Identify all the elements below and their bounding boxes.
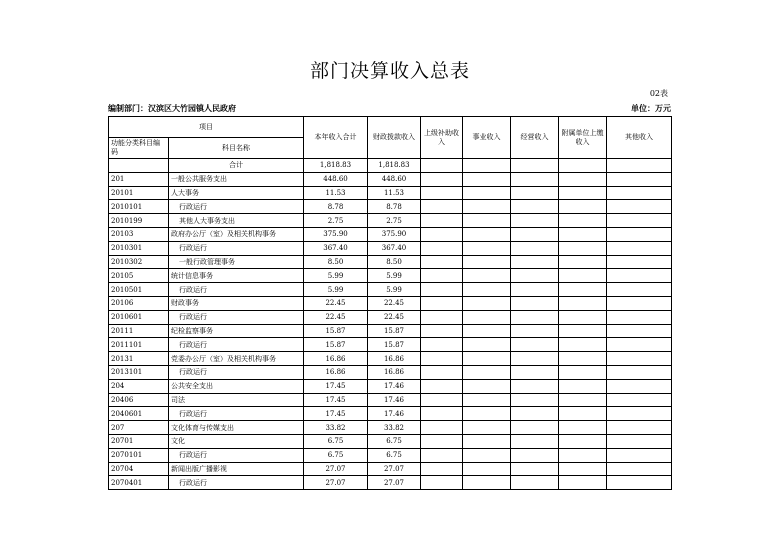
row-name: 纪检监察事务 [169, 324, 304, 338]
row-operating [511, 310, 559, 324]
row-code: 2040601 [109, 407, 169, 421]
row-name: 人大事务 [169, 186, 304, 200]
row-name: 党委办公厅（室）及相关机构事务 [169, 352, 304, 366]
row-total-income: 2.75 [304, 214, 368, 228]
table-row [109, 172, 672, 186]
row-code: 204 [109, 379, 169, 393]
row-upper-subsidy [421, 352, 463, 366]
row-affiliated [559, 365, 607, 379]
row-name: 政府办公厅（室）及相关机构事务 [169, 227, 304, 241]
row-total-income: 375.90 [304, 227, 368, 241]
row-affiliated [559, 462, 607, 476]
page-title: 部门决算收入总表 [309, 60, 470, 82]
row-affiliated [559, 434, 607, 448]
row-business [463, 255, 511, 269]
row-fiscal: 8.50 [368, 255, 421, 269]
row-name: 司法 [169, 393, 304, 407]
row-affiliated [559, 172, 607, 186]
header-total-income: 本年收入合计 [304, 117, 368, 159]
row-name: 统计信息事务 [169, 269, 304, 283]
row-name: 公共安全支出 [169, 379, 304, 393]
row-other [607, 421, 672, 435]
row-name: 行政运行 [169, 476, 304, 490]
row-total-income: 8.50 [304, 255, 368, 269]
income-table [108, 116, 672, 490]
row-code: 2010601 [109, 310, 169, 324]
row-fiscal: 16.86 [368, 365, 421, 379]
row-code: 2070101 [109, 448, 169, 462]
row-affiliated [559, 310, 607, 324]
row-code: 2010301 [109, 241, 169, 255]
row-business [463, 200, 511, 214]
row-operating [511, 462, 559, 476]
row-business [463, 352, 511, 366]
row-name: 行政运行 [169, 283, 304, 297]
row-upper-subsidy [421, 434, 463, 448]
row-upper-subsidy [421, 338, 463, 352]
row-code: 2010302 [109, 255, 169, 269]
row-operating [511, 421, 559, 435]
row-upper-subsidy [421, 172, 463, 186]
row-total-income: 367.40 [304, 241, 368, 255]
row-affiliated [559, 407, 607, 421]
row-code: 20704 [109, 462, 169, 476]
unit-label: 单位：万元 [631, 103, 671, 113]
row-fiscal: 1,818.83 [368, 159, 421, 173]
row-name: 行政运行 [169, 365, 304, 379]
row-operating [511, 338, 559, 352]
row-name: 行政运行 [169, 407, 304, 421]
row-affiliated [559, 476, 607, 490]
header-affiliated: 附属单位上缴收入 [559, 117, 607, 159]
row-name: 文化 [169, 434, 304, 448]
row-total-income: 15.87 [304, 338, 368, 352]
row-name: 一般公共服务支出 [169, 172, 304, 186]
row-name: 新闻出版广播影视 [169, 462, 304, 476]
row-name: 行政运行 [169, 338, 304, 352]
row-operating [511, 379, 559, 393]
row-total-income: 17.45 [304, 393, 368, 407]
row-fiscal: 11.53 [368, 186, 421, 200]
row-affiliated [559, 421, 607, 435]
row-business [463, 434, 511, 448]
row-operating [511, 393, 559, 407]
row-total-income: 17.45 [304, 379, 368, 393]
header-business: 事业收入 [463, 117, 511, 159]
row-fiscal: 8.78 [368, 200, 421, 214]
table-row [109, 365, 672, 379]
row-upper-subsidy [421, 310, 463, 324]
row-code: 2013101 [109, 365, 169, 379]
row-business [463, 172, 511, 186]
row-total-income: 16.86 [304, 365, 368, 379]
row-other [607, 214, 672, 228]
row-operating [511, 283, 559, 297]
row-business [463, 214, 511, 228]
row-other [607, 365, 672, 379]
row-code: 2011101 [109, 338, 169, 352]
row-name: 行政运行 [169, 200, 304, 214]
row-other [607, 338, 672, 352]
row-code [109, 159, 169, 173]
row-other [607, 255, 672, 269]
header-fiscal: 财政拨款收入 [368, 117, 421, 159]
table-row [109, 159, 672, 173]
row-code: 20701 [109, 434, 169, 448]
row-total-income: 5.99 [304, 283, 368, 297]
table-row [109, 269, 672, 283]
row-code: 207 [109, 421, 169, 435]
table-row [109, 296, 672, 310]
row-upper-subsidy [421, 186, 463, 200]
row-name: 行政运行 [169, 310, 304, 324]
row-fiscal: 15.87 [368, 324, 421, 338]
row-business [463, 407, 511, 421]
row-affiliated [559, 296, 607, 310]
row-total-income: 8.78 [304, 200, 368, 214]
row-code: 20111 [109, 324, 169, 338]
row-fiscal: 375.90 [368, 227, 421, 241]
row-affiliated [559, 352, 607, 366]
row-upper-subsidy [421, 393, 463, 407]
row-code: 20105 [109, 269, 169, 283]
row-affiliated [559, 338, 607, 352]
table-number: 02表 [649, 89, 668, 98]
row-total-income: 15.87 [304, 324, 368, 338]
meta-line [108, 103, 671, 114]
row-upper-subsidy [421, 241, 463, 255]
row-code: 2010501 [109, 283, 169, 297]
row-upper-subsidy [421, 462, 463, 476]
row-operating [511, 186, 559, 200]
row-other [607, 172, 672, 186]
row-total-income: 17.45 [304, 407, 368, 421]
row-business [463, 365, 511, 379]
row-upper-subsidy [421, 159, 463, 173]
row-operating [511, 269, 559, 283]
table-row [109, 379, 672, 393]
row-fiscal: 22.45 [368, 296, 421, 310]
row-other [607, 269, 672, 283]
row-other [607, 283, 672, 297]
header-upper-subsidy: 上级补助收入 [421, 117, 463, 159]
row-total-income: 6.75 [304, 448, 368, 462]
row-affiliated [559, 200, 607, 214]
table-row [109, 186, 672, 200]
table-row [109, 393, 672, 407]
table-row [109, 407, 672, 421]
row-operating [511, 324, 559, 338]
header-other: 其他收入 [607, 117, 672, 159]
row-operating [511, 476, 559, 490]
row-fiscal: 17.46 [368, 379, 421, 393]
row-other [607, 462, 672, 476]
table-row [109, 214, 672, 228]
row-total-income: 16.86 [304, 352, 368, 366]
row-fiscal: 27.07 [368, 462, 421, 476]
row-code: 20103 [109, 227, 169, 241]
row-business [463, 269, 511, 283]
row-other [607, 159, 672, 173]
row-affiliated [559, 393, 607, 407]
row-fiscal: 17.46 [368, 407, 421, 421]
row-affiliated [559, 241, 607, 255]
table-row [109, 255, 672, 269]
row-upper-subsidy [421, 283, 463, 297]
row-fiscal: 16.86 [368, 352, 421, 366]
row-business [463, 421, 511, 435]
row-name: 其他人大事务支出 [169, 214, 304, 228]
row-operating [511, 241, 559, 255]
table-row [109, 338, 672, 352]
row-upper-subsidy [421, 200, 463, 214]
row-upper-subsidy [421, 296, 463, 310]
row-upper-subsidy [421, 448, 463, 462]
table-row [109, 227, 672, 241]
row-code: 20131 [109, 352, 169, 366]
row-code: 201 [109, 172, 169, 186]
row-total-income: 11.53 [304, 186, 368, 200]
row-operating [511, 365, 559, 379]
row-fiscal: 5.99 [368, 269, 421, 283]
row-operating [511, 407, 559, 421]
table-row [109, 352, 672, 366]
header-name: 科目名称 [169, 138, 304, 159]
row-operating [511, 227, 559, 241]
row-business [463, 283, 511, 297]
row-total-income: 27.07 [304, 462, 368, 476]
row-upper-subsidy [421, 407, 463, 421]
row-operating [511, 296, 559, 310]
row-name: 财政事务 [169, 296, 304, 310]
org-label: 编制部门：汉滨区大竹园镇人民政府 [108, 103, 236, 113]
row-fiscal: 33.82 [368, 421, 421, 435]
row-other [607, 241, 672, 255]
row-other [607, 434, 672, 448]
row-upper-subsidy [421, 476, 463, 490]
row-code: 2010101 [109, 200, 169, 214]
row-name: 合计 [169, 159, 304, 173]
row-business [463, 186, 511, 200]
table-row [109, 448, 672, 462]
row-affiliated [559, 186, 607, 200]
row-affiliated [559, 269, 607, 283]
table-row [109, 283, 672, 297]
row-total-income: 5.99 [304, 269, 368, 283]
row-code: 20101 [109, 186, 169, 200]
row-other [607, 448, 672, 462]
table-row [109, 310, 672, 324]
row-total-income: 6.75 [304, 434, 368, 448]
row-upper-subsidy [421, 379, 463, 393]
row-code: 20406 [109, 393, 169, 407]
row-code: 2070401 [109, 476, 169, 490]
row-operating [511, 214, 559, 228]
row-upper-subsidy [421, 365, 463, 379]
row-operating [511, 448, 559, 462]
table-row [109, 476, 672, 490]
row-business [463, 448, 511, 462]
row-business [463, 462, 511, 476]
header-code: 功能分类科目编码 [109, 138, 169, 159]
row-business [463, 476, 511, 490]
table-row [109, 462, 672, 476]
row-other [607, 379, 672, 393]
row-total-income: 33.82 [304, 421, 368, 435]
row-other [607, 407, 672, 421]
row-business [463, 338, 511, 352]
row-upper-subsidy [421, 227, 463, 241]
row-operating [511, 172, 559, 186]
row-name: 行政运行 [169, 448, 304, 462]
row-upper-subsidy [421, 324, 463, 338]
table-row [109, 421, 672, 435]
row-operating [511, 200, 559, 214]
row-upper-subsidy [421, 269, 463, 283]
row-fiscal: 15.87 [368, 338, 421, 352]
row-code: 20106 [109, 296, 169, 310]
table-row [109, 241, 672, 255]
row-business [463, 379, 511, 393]
row-other [607, 393, 672, 407]
row-affiliated [559, 227, 607, 241]
row-other [607, 352, 672, 366]
table-row [109, 324, 672, 338]
row-total-income: 22.45 [304, 310, 368, 324]
row-business [463, 159, 511, 173]
row-fiscal: 6.75 [368, 448, 421, 462]
row-code: 2010199 [109, 214, 169, 228]
row-fiscal: 367.40 [368, 241, 421, 255]
row-fiscal: 6.75 [368, 434, 421, 448]
row-operating [511, 352, 559, 366]
row-name: 文化体育与传媒支出 [169, 421, 304, 435]
row-business [463, 296, 511, 310]
row-total-income: 22.45 [304, 296, 368, 310]
row-affiliated [559, 283, 607, 297]
header-operating: 经营收入 [511, 117, 559, 159]
row-business [463, 393, 511, 407]
row-other [607, 310, 672, 324]
row-business [463, 227, 511, 241]
row-fiscal: 22.45 [368, 310, 421, 324]
row-fiscal: 2.75 [368, 214, 421, 228]
row-upper-subsidy [421, 255, 463, 269]
row-total-income: 448.60 [304, 172, 368, 186]
row-affiliated [559, 159, 607, 173]
row-affiliated [559, 379, 607, 393]
row-business [463, 310, 511, 324]
row-affiliated [559, 214, 607, 228]
row-operating [511, 434, 559, 448]
row-other [607, 324, 672, 338]
row-affiliated [559, 448, 607, 462]
row-name: 一般行政管理事务 [169, 255, 304, 269]
row-fiscal: 17.46 [368, 393, 421, 407]
row-other [607, 296, 672, 310]
row-other [607, 200, 672, 214]
row-affiliated [559, 255, 607, 269]
row-business [463, 324, 511, 338]
row-total-income: 1,818.83 [304, 159, 368, 173]
row-fiscal: 448.60 [368, 172, 421, 186]
table-row [109, 434, 672, 448]
row-other [607, 227, 672, 241]
row-operating [511, 255, 559, 269]
header-project: 项目 [109, 117, 304, 138]
row-total-income: 27.07 [304, 476, 368, 490]
row-name: 行政运行 [169, 241, 304, 255]
row-fiscal: 5.99 [368, 283, 421, 297]
row-business [463, 241, 511, 255]
row-operating [511, 159, 559, 173]
row-upper-subsidy [421, 214, 463, 228]
row-upper-subsidy [421, 421, 463, 435]
row-affiliated [559, 324, 607, 338]
row-fiscal: 27.07 [368, 476, 421, 490]
table-row [109, 200, 672, 214]
row-other [607, 476, 672, 490]
row-other [607, 186, 672, 200]
